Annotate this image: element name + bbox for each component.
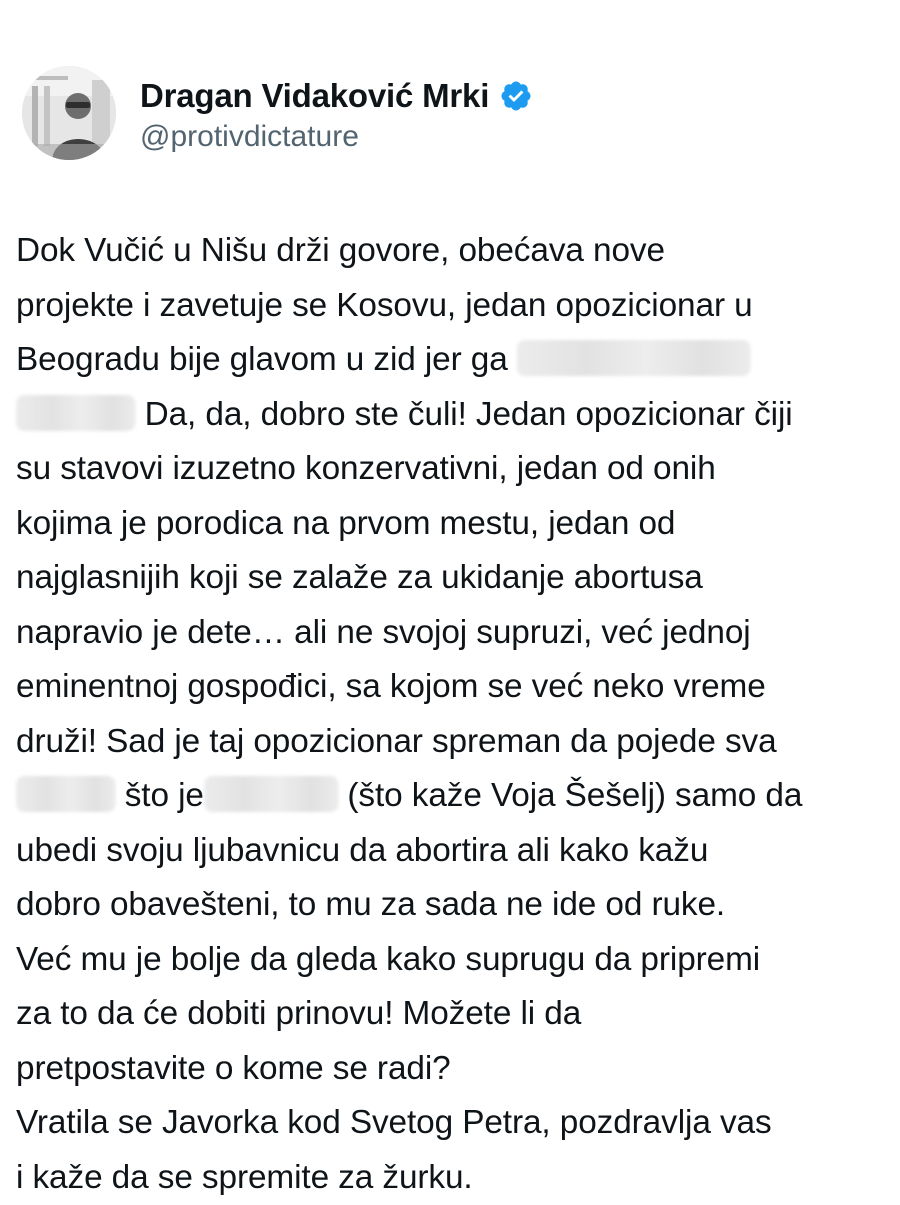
redacted-text-blur [16, 395, 135, 431]
tweet-text-line [16, 279, 892, 334]
tweet-text-segment: eminentnoj gospođici, sa kojom se već neko vreme [16, 668, 766, 705]
tweet-text-segment: Beogradu bije glavom u zid jer ga [16, 341, 517, 378]
tweet-text-line [16, 1151, 892, 1205]
tweet-text-segment: kojima je porodica na prvom mestu, jedan od [16, 505, 675, 542]
tweet-text-line [16, 606, 892, 661]
tweet-text-segment: ubedi svoju ljubavnicu da abortira ali kako kažu [16, 832, 708, 869]
tweet-text-line [16, 1096, 892, 1151]
tweet-text [16, 224, 896, 1205]
tweet-text-segment: za to da će dobiti prinovu! Možete li da [16, 995, 581, 1032]
tweet-text-segment: druži! Sad je taj opozicionar spreman da pojede sva [16, 723, 777, 760]
author-handle[interactable]: @protivdictature [140, 120, 359, 154]
tweet-text-segment: napravio je dete… ali ne svojoj supruzi, već jednoj [16, 614, 751, 651]
tweet-text-line [16, 1042, 892, 1097]
tweet-text-segment: što je [116, 777, 204, 814]
tweet-text-segment: (što kaže Voja Šešelj) samo da [338, 777, 802, 814]
tweet-text-line [16, 715, 892, 770]
tweet-text-line [16, 878, 892, 933]
tweet-text-segment: su stavovi izuzetno konzervativni, jedan od onih [16, 450, 716, 487]
tweet-text-line [16, 987, 892, 1042]
author-name-row [140, 74, 533, 118]
tweet-text-line [16, 497, 892, 552]
tweet-text-segment: Već mu je bolje da gleda kako suprugu da pripremi [16, 941, 760, 978]
tweet-text-line [16, 660, 892, 715]
redacted-text-blur [517, 340, 751, 376]
redacted-text-blur [204, 776, 338, 812]
tweet-text-line [16, 388, 892, 443]
tweet-text-line [16, 933, 892, 988]
tweet-text-line [16, 824, 892, 879]
tweet-text-segment: Da, da, dobro ste čuli! Jedan opozicionar čiji [135, 396, 792, 433]
avatar[interactable] [22, 66, 116, 160]
tweet-text-line [16, 769, 892, 824]
tweet-text-line [16, 333, 892, 388]
avatar-photo-icon [22, 66, 116, 160]
tweet-text-segment: pretpostavite o kome se radi? [16, 1050, 451, 1087]
tweet-text-segment: Vratila se Javorka kod Svetog Petra, pozdravlja vas [16, 1104, 772, 1141]
tweet-text-line [16, 551, 892, 606]
tweet-text-segment: Dok Vučić u Nišu drži govore, obećava nove [16, 232, 665, 269]
redacted-text-blur [16, 776, 116, 812]
tweet-text-segment: dobro obavešteni, to mu za sada ne ide od ruke. [16, 886, 725, 923]
author-display-name[interactable]: Dragan Vidaković Mrki [140, 77, 489, 115]
tweet-text-segment: najglasnijih koji se zalaže za ukidanje abortusa [16, 559, 703, 596]
tweet-text-line [16, 442, 892, 497]
tweet-text-segment: i kaže da se spremite za žurku. [16, 1159, 473, 1196]
verified-badge-icon [499, 79, 533, 113]
tweet-text-segment: projekte i zavetuje se Kosovu, jedan opozicionar u [16, 287, 753, 324]
tweet-text-line [16, 224, 892, 279]
